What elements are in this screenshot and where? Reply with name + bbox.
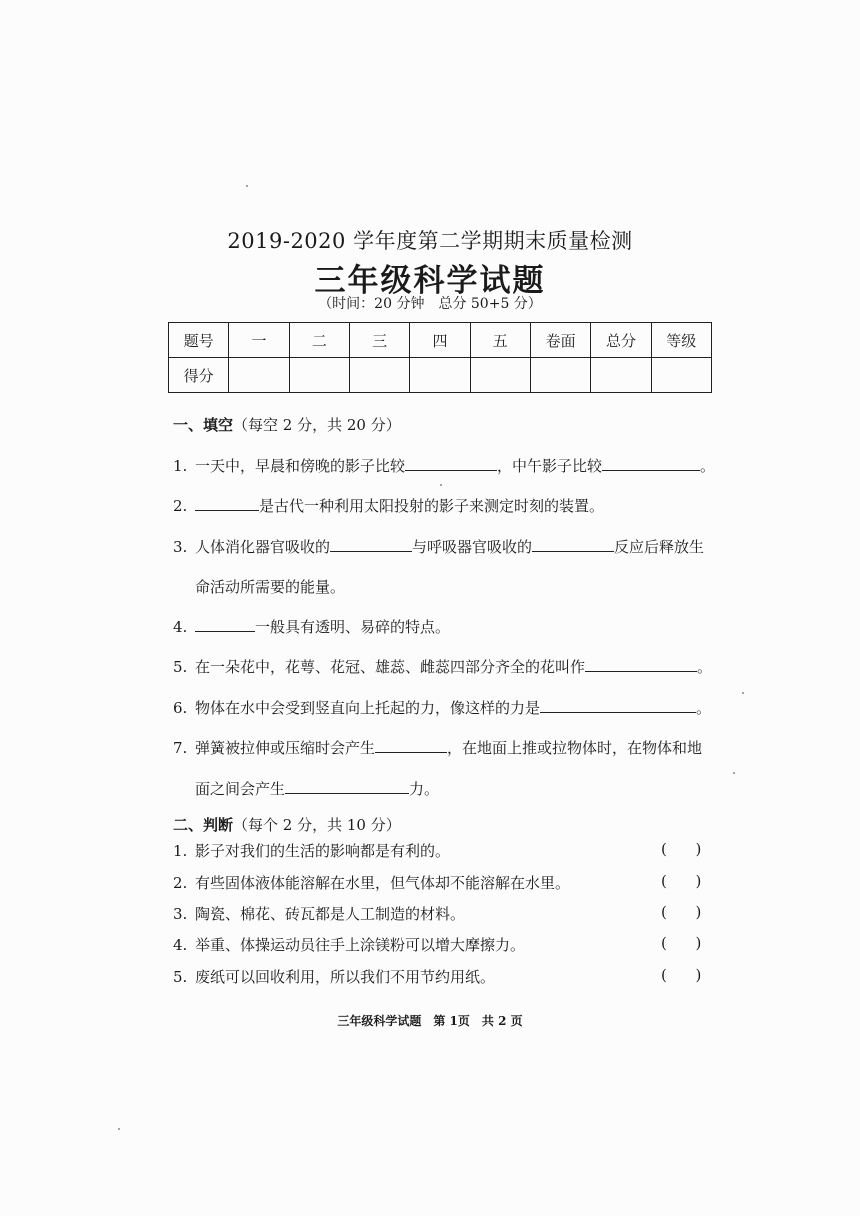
- scan-speck: [733, 772, 735, 774]
- answer-blank[interactable]: [540, 698, 696, 713]
- question-number: 6.: [173, 699, 188, 717]
- score-cell-3: 三: [349, 323, 409, 358]
- question-text: ，中午影子比较: [497, 457, 603, 475]
- question-7-continued: [195, 778, 439, 799]
- score-input-cell[interactable]: [591, 358, 651, 393]
- score-cell-5: 五: [470, 323, 530, 358]
- score-cell-label: 题号: [169, 323, 229, 358]
- score-table: [168, 322, 712, 393]
- score-input-cell[interactable]: [530, 358, 590, 393]
- scan-speck: [118, 1128, 120, 1130]
- judge-item-4: [173, 934, 525, 955]
- answer-blank[interactable]: [405, 456, 497, 471]
- score-table-score-row: [169, 358, 712, 393]
- exam-term-title: 2019-2020 学年度第二学期期末质量检测: [227, 229, 633, 253]
- section2-note: （每个 2 分，共 10 分）: [233, 816, 401, 834]
- score-cell-2: 二: [289, 323, 349, 358]
- question-text: 陶瓷、棉花、砖瓦都是人工制造的材料。: [195, 905, 466, 923]
- answer-bracket[interactable]: ( ): [661, 872, 702, 890]
- question-number: 3.: [173, 538, 188, 556]
- question-text: 举重、体操运动员往手上涂镁粉可以增大摩擦力。: [195, 936, 526, 954]
- question-number: 5.: [173, 968, 188, 986]
- question-text: 有些固体液体能溶解在水里，但气体却不能溶解在水里。: [195, 874, 571, 892]
- question-number: 5.: [173, 658, 188, 676]
- answer-blank[interactable]: [585, 657, 697, 672]
- answer-blank[interactable]: [532, 537, 614, 552]
- score-input-cell[interactable]: [470, 358, 530, 393]
- question-text: 与呼吸器官吸收的: [412, 538, 533, 556]
- question-5: [173, 656, 712, 677]
- answer-bracket[interactable]: ( ): [661, 903, 702, 921]
- question-text: 是古代一种利用太阳投射的影子来测定时刻的装置。: [259, 497, 605, 515]
- score-cell-grade: 等级: [651, 323, 711, 358]
- question-number: 4.: [173, 618, 188, 636]
- question-1: [173, 455, 715, 476]
- question-3: [173, 536, 704, 557]
- section1-note: （每空 2 分，共 20 分）: [233, 416, 401, 434]
- section1-heading: [173, 414, 401, 435]
- question-text: 在一朵花中，花萼、花冠、雄蕊、雌蕊四部分齐全的花叫作: [195, 658, 586, 676]
- answer-blank[interactable]: [330, 537, 412, 552]
- question-text: 。: [697, 658, 713, 676]
- question-number: 1.: [173, 842, 188, 860]
- scan-speck: [246, 185, 248, 187]
- judge-item-3: [173, 903, 465, 924]
- question-number: 3.: [173, 905, 188, 923]
- answer-blank[interactable]: [195, 496, 259, 511]
- score-input-cell[interactable]: [289, 358, 349, 393]
- exam-subtitle: （时间：20 分钟 总分 50+5 分）: [318, 296, 542, 312]
- judge-item-1: [173, 840, 450, 861]
- question-7: [173, 737, 702, 758]
- question-text: 影子对我们的生活的影响都是有利的。: [195, 842, 451, 860]
- section2-title: 二、判断: [173, 816, 234, 834]
- answer-blank[interactable]: [195, 617, 255, 632]
- question-4: [173, 616, 450, 637]
- question-text: 一天中，早晨和傍晚的影子比较: [195, 457, 406, 475]
- answer-blank[interactable]: [285, 779, 409, 794]
- question-text: 废纸可以回收利用，所以我们不用节约用纸。: [195, 968, 496, 986]
- question-text: 人体消化器官吸收的: [195, 538, 331, 556]
- judge-item-5: [173, 966, 495, 987]
- question-text: 命活动所需要的能量。: [195, 578, 346, 596]
- exam-title: 三年级科学试题: [314, 263, 546, 299]
- answer-blank[interactable]: [602, 456, 700, 471]
- score-input-cell[interactable]: [651, 358, 711, 393]
- question-2: [173, 495, 604, 516]
- question-number: 7.: [173, 739, 188, 757]
- question-text: ，在地面上推或拉物体时，在物体和地: [447, 739, 703, 757]
- answer-bracket[interactable]: ( ): [661, 934, 702, 952]
- question-text: 物体在水中会受到竖直向上托起的力，像这样的力是: [195, 699, 541, 717]
- question-text: 面之间会产生: [195, 780, 286, 798]
- question-number: 1.: [173, 457, 188, 475]
- question-text: 反应后释放生: [614, 538, 705, 556]
- section2-heading: [173, 814, 401, 835]
- score-cell-4: 四: [410, 323, 470, 358]
- question-text: 。: [700, 457, 716, 475]
- answer-bracket[interactable]: ( ): [661, 840, 702, 858]
- question-number: 2.: [173, 497, 188, 515]
- score-cell-neatness: 卷面: [530, 323, 590, 358]
- answer-blank[interactable]: [375, 738, 447, 753]
- question-text: 力。: [409, 780, 440, 798]
- page-footer: 三年级科学试题 第 1页 共 2 页: [337, 1014, 523, 1028]
- score-table-header-row: [169, 323, 712, 358]
- scan-speck: [440, 484, 442, 486]
- score-row-label: 得分: [169, 358, 229, 393]
- score-input-cell[interactable]: [229, 358, 289, 393]
- question-text: 弹簧被拉伸或压缩时会产生: [195, 739, 376, 757]
- scan-speck: [742, 692, 744, 694]
- question-3-continued: [195, 576, 345, 597]
- score-input-cell[interactable]: [410, 358, 470, 393]
- score-cell-total: 总分: [591, 323, 651, 358]
- answer-bracket[interactable]: ( ): [661, 966, 702, 984]
- judge-item-2: [173, 872, 570, 893]
- question-number: 4.: [173, 936, 188, 954]
- score-cell-1: 一: [229, 323, 289, 358]
- section1-title: 一、填空: [173, 416, 234, 434]
- question-text: 一般具有透明、易碎的特点。: [255, 618, 451, 636]
- question-number: 2.: [173, 874, 188, 892]
- question-text: 。: [696, 699, 712, 717]
- question-6: [173, 697, 711, 718]
- score-input-cell[interactable]: [349, 358, 409, 393]
